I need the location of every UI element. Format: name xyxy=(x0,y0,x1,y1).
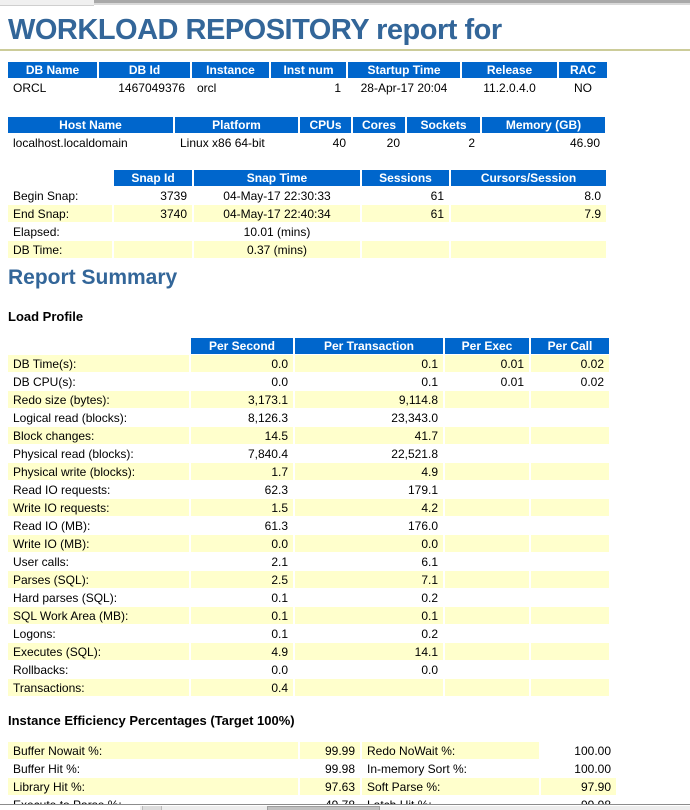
cell: 8,126.3 xyxy=(247,410,288,425)
row-label: Read IO (MB): xyxy=(13,518,91,533)
row-label: DB Time: xyxy=(8,241,112,258)
row-label: Parses (SQL): xyxy=(8,571,189,588)
row-label: Elapsed: xyxy=(13,224,60,239)
row-label: Executes (SQL): xyxy=(8,643,189,660)
cell xyxy=(531,409,609,426)
cell xyxy=(445,625,529,642)
table-row xyxy=(8,427,609,444)
cell xyxy=(445,535,529,552)
cell: 0.0 xyxy=(271,662,288,677)
cell: 3740 xyxy=(114,205,192,222)
cell xyxy=(445,661,529,678)
table-row xyxy=(8,661,609,678)
cell xyxy=(295,679,443,696)
cell: 4.9 xyxy=(295,463,443,480)
cell xyxy=(445,643,529,660)
cell: orcl xyxy=(197,80,217,95)
row-label: Buffer Hit %: xyxy=(13,761,81,776)
load-profile-header-row xyxy=(8,338,609,354)
cell xyxy=(531,463,609,480)
cell: 0.1 xyxy=(191,607,293,624)
cell: 04-May-17 22:30:33 xyxy=(223,188,331,203)
row-label: User calls: xyxy=(13,554,70,569)
cell: 0.1 xyxy=(271,626,288,641)
table-row xyxy=(8,481,609,498)
cell xyxy=(451,223,606,240)
cell: localhost.localdomain xyxy=(13,135,128,150)
table-row xyxy=(8,643,609,660)
title-divider xyxy=(0,49,690,51)
row-label: Soft Parse %: xyxy=(362,778,539,795)
cell: 7,840.4 xyxy=(247,446,288,461)
cell: 0.1 xyxy=(295,355,443,372)
row-label: DB CPU(s): xyxy=(13,374,76,389)
cell: 0.1 xyxy=(421,374,438,389)
cell: 62.3 xyxy=(264,482,288,497)
cell xyxy=(531,535,609,552)
cell: 14.1 xyxy=(295,643,443,660)
column-header: RAC xyxy=(559,62,607,78)
table-row xyxy=(8,355,609,372)
column-header: Per Call xyxy=(531,338,609,354)
instance-efficiency-table xyxy=(6,741,618,810)
cell xyxy=(445,589,529,606)
host-header-row xyxy=(8,117,605,133)
cell: 20 xyxy=(386,135,400,150)
table-row xyxy=(8,517,609,534)
bottom-scrollbar-thumb[interactable] xyxy=(267,806,380,810)
cell xyxy=(445,409,529,426)
cell xyxy=(445,517,529,534)
row-label: Write IO requests: xyxy=(8,499,189,516)
table-row xyxy=(8,463,609,480)
table-row xyxy=(8,223,606,240)
cell: 4.2 xyxy=(295,499,443,516)
row-label: Read IO requests: xyxy=(13,482,111,497)
cell xyxy=(531,427,609,444)
cell xyxy=(531,589,609,606)
cell: 11.2.0.4.0 xyxy=(483,80,536,95)
cell: 61 xyxy=(430,188,444,203)
column-header: Instance xyxy=(192,62,269,78)
cell xyxy=(445,553,529,570)
row-label: End Snap: xyxy=(8,205,112,222)
row-label: Redo size (bytes): xyxy=(8,391,189,408)
cell xyxy=(531,481,609,498)
cell xyxy=(445,463,529,480)
column-header: Snap Id xyxy=(114,170,192,186)
cell xyxy=(531,571,609,588)
cell: 22,521.8 xyxy=(391,446,438,461)
cell xyxy=(445,391,529,408)
cell: 0.1 xyxy=(271,590,288,605)
cell: 0.02 xyxy=(580,374,604,389)
cell: NO xyxy=(574,80,592,95)
cell: 0.0 xyxy=(191,535,293,552)
row-label: Block changes: xyxy=(8,427,189,444)
cell: 1.7 xyxy=(191,463,293,480)
cell: 0.01 xyxy=(500,374,524,389)
row-label: Logons: xyxy=(13,626,56,641)
row-label: Redo NoWait %: xyxy=(362,742,539,759)
cell: 40 xyxy=(332,135,346,150)
cell: Linux x86 64-bit xyxy=(180,135,265,150)
cell xyxy=(531,607,609,624)
cell: 3,173.1 xyxy=(191,391,293,408)
cell: 14.5 xyxy=(191,427,293,444)
cell: 0.2 xyxy=(421,590,438,605)
cell: 0.0 xyxy=(191,355,293,372)
cell: 2 xyxy=(468,135,475,150)
cell: 97.90 xyxy=(541,778,616,795)
row-label: Write IO (MB): xyxy=(8,535,189,552)
cell: 0.02 xyxy=(531,355,609,372)
column-header: DB Id xyxy=(99,62,190,78)
table-row xyxy=(8,625,609,642)
table-row xyxy=(8,571,609,588)
table-row xyxy=(8,760,616,777)
column-header: Release xyxy=(462,62,557,78)
load-profile-table xyxy=(6,337,611,697)
cell: 23,343.0 xyxy=(391,410,438,425)
row-label: Rollbacks: xyxy=(13,662,69,677)
cell xyxy=(445,499,529,516)
cell xyxy=(445,679,529,696)
cell: 0.37 (mins) xyxy=(194,241,360,258)
row-label: In-memory Sort %: xyxy=(367,761,468,776)
row-label: Hard parses (SQL): xyxy=(13,590,118,605)
column-header: Inst num xyxy=(271,62,346,78)
load-profile-heading: Load Profile xyxy=(8,309,84,324)
cell xyxy=(531,517,609,534)
cell: 10.01 (mins) xyxy=(243,224,311,239)
snapshot-table xyxy=(6,169,608,259)
cell: 04-May-17 22:40:34 xyxy=(194,205,360,222)
column-header: DB Name xyxy=(8,62,97,78)
cell xyxy=(531,625,609,642)
table-row xyxy=(8,553,609,570)
column-header: Per Second xyxy=(191,338,293,354)
cell xyxy=(114,241,192,258)
row-label: Physical write (blocks): xyxy=(8,463,189,480)
cell: 0.2 xyxy=(421,626,438,641)
cell xyxy=(531,553,609,570)
column-header: Snap Time xyxy=(194,170,360,186)
cell: 100.00 xyxy=(574,761,611,776)
top-scrollbar[interactable] xyxy=(0,0,690,8)
cell: 0.0 xyxy=(421,662,438,677)
cell xyxy=(531,391,609,408)
row-label: Buffer Nowait %: xyxy=(8,742,298,759)
db-info-header-row xyxy=(8,62,607,78)
column-header: Host Name xyxy=(8,117,173,133)
cell: 100.00 xyxy=(541,742,616,759)
cell: 1 xyxy=(334,80,341,95)
blank-header xyxy=(8,170,112,186)
cell: 4.9 xyxy=(191,643,293,660)
row-label: Begin Snap: xyxy=(13,188,79,203)
cell xyxy=(445,445,529,462)
cell: 61 xyxy=(362,205,449,222)
page-title: WORKLOAD REPOSITORY report for xyxy=(8,14,502,46)
bottom-scrollbar-track[interactable] xyxy=(140,806,690,810)
db-info-table xyxy=(6,61,609,97)
row-label: Library Hit %: xyxy=(8,778,298,795)
cell xyxy=(531,661,609,678)
cell xyxy=(445,607,529,624)
cell: 1467049376 xyxy=(118,80,185,95)
cell: 0.01 xyxy=(445,355,529,372)
cell xyxy=(531,643,609,660)
cell: 0.0 xyxy=(271,374,288,389)
cell: 0.1 xyxy=(295,607,443,624)
cell xyxy=(445,427,529,444)
table-row xyxy=(8,679,609,696)
cell: 176.0 xyxy=(407,518,438,533)
top-scrollbar-gutter xyxy=(0,0,94,6)
cell: 7.9 xyxy=(451,205,606,222)
cell xyxy=(531,445,609,462)
cell: 7.1 xyxy=(295,571,443,588)
table-row xyxy=(8,205,606,222)
cell: 3739 xyxy=(160,188,187,203)
host-table xyxy=(6,116,607,152)
cell xyxy=(445,481,529,498)
table-row xyxy=(8,409,609,426)
top-scrollbar-thumb[interactable] xyxy=(94,0,690,5)
table-row xyxy=(8,499,609,516)
cell: 2.1 xyxy=(271,554,288,569)
column-header: Sockets xyxy=(407,117,480,133)
cell: 2.5 xyxy=(191,571,293,588)
table-row xyxy=(8,607,609,624)
table-row xyxy=(8,742,616,759)
cell: ORCL xyxy=(13,80,47,95)
bottom-scrollbar[interactable] xyxy=(0,804,690,810)
row-label: SQL Work Area (MB): xyxy=(8,607,189,624)
cell xyxy=(114,223,192,240)
cell xyxy=(531,499,609,516)
cell xyxy=(531,679,609,696)
table-row xyxy=(8,778,616,795)
cell: 99.98 xyxy=(324,761,355,776)
bottom-scrollbar-button[interactable] xyxy=(142,806,162,810)
row-label: Transactions: xyxy=(8,679,189,696)
cell xyxy=(362,241,449,258)
cell: 1.5 xyxy=(191,499,293,516)
column-header: CPUs xyxy=(300,117,351,133)
cell: 41.7 xyxy=(295,427,443,444)
cell: 28-Apr-17 20:04 xyxy=(360,80,448,95)
cell: 61.3 xyxy=(264,518,288,533)
table-row xyxy=(8,445,609,462)
column-header: Sessions xyxy=(362,170,449,186)
column-header: Per Transaction xyxy=(295,338,443,354)
column-header: Startup Time xyxy=(348,62,460,78)
cell: 0.4 xyxy=(191,679,293,696)
table-row xyxy=(8,134,605,151)
column-header: Cores xyxy=(353,117,405,133)
table-row xyxy=(8,391,609,408)
column-header: Memory (GB) xyxy=(482,117,605,133)
cell: 46.90 xyxy=(569,135,600,150)
row-label: Logical read (blocks): xyxy=(13,410,128,425)
cell: 8.0 xyxy=(584,188,601,203)
instance-efficiency-heading: Instance Efficiency Percentages (Target 100%) xyxy=(8,713,295,728)
table-row xyxy=(8,589,609,606)
cell: 6.1 xyxy=(421,554,438,569)
table-row xyxy=(8,535,609,552)
table-row xyxy=(8,187,606,204)
cell: 179.1 xyxy=(407,482,438,497)
cell: 0.0 xyxy=(295,535,443,552)
row-label: Physical read (blocks): xyxy=(13,446,134,461)
table-row xyxy=(8,79,607,96)
column-header: Per Exec xyxy=(445,338,529,354)
cell xyxy=(362,223,449,240)
cell xyxy=(451,241,606,258)
column-header: Platform xyxy=(175,117,298,133)
cell: 9,114.8 xyxy=(295,391,443,408)
table-row xyxy=(8,241,606,258)
row-label: DB Time(s): xyxy=(8,355,189,372)
cell xyxy=(445,571,529,588)
column-header: Cursors/Session xyxy=(451,170,606,186)
blank-header xyxy=(8,338,189,354)
report-summary-heading: Report Summary xyxy=(8,266,178,289)
cell: 99.99 xyxy=(300,742,360,759)
cell: 97.63 xyxy=(300,778,360,795)
snapshot-header-row xyxy=(8,170,606,186)
table-row xyxy=(8,373,609,390)
